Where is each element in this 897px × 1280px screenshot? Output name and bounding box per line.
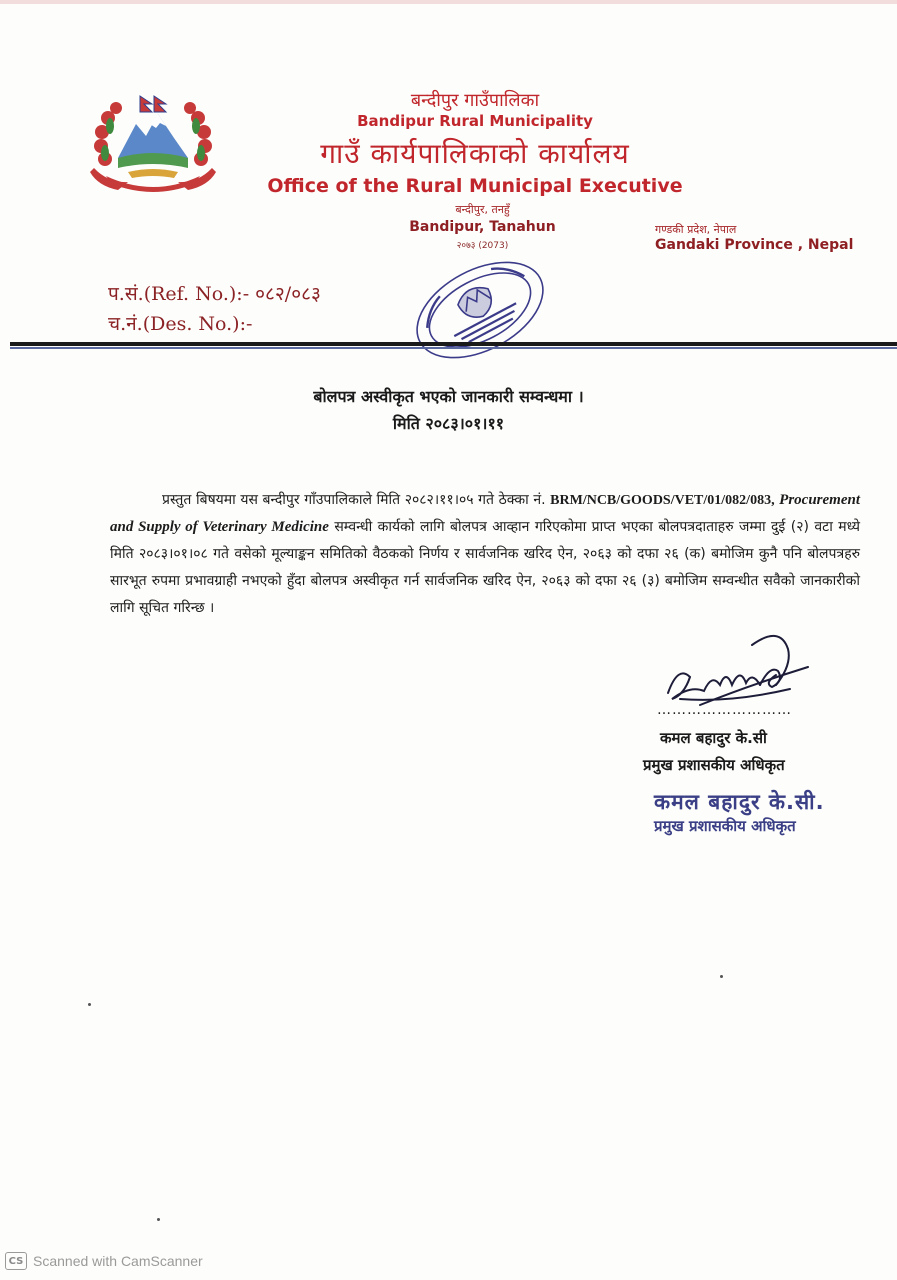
municipality-name-english: Bandipur Rural Municipality [357,112,593,130]
body-intro: प्रस्तुत बिषयमा यस बन्दीपुर गाँउपालिकाले मिति २०८२।११।०५ गते ठेक्का नं. [162,492,546,508]
address-nepali: बन्दीपुर, तनहुँ [455,203,510,216]
scan-speck [157,1218,160,1221]
nepal-emblem-icon [88,88,218,198]
province-english: Gandaki Province , Nepal [655,237,854,253]
camscanner-watermark [5,1252,203,1270]
name-stamp: कमल बहादुर के.सी. [654,790,825,814]
address-english: Bandipur, Tanahun [409,219,556,235]
signatory-name: कमल बहादुर के.सी [660,729,767,747]
office-name-english: Office of the Rural Municipal Executive [267,175,683,197]
municipality-name-nepali: बन्दीपुर गाउँपालिका [410,90,540,111]
province-nepali: गण्डकी प्रदेश, नेपाल [655,223,737,236]
dispatch-number: च.नं.(Des. No.):- [108,313,253,335]
body-rest: सम्वन्धी कार्यको लागि बोलपत्र आव्हान गरिएकोमा प्राप्त भएका बोलपत्रदाताहरु जम्मा दुई (२) वटा मध्ये मिति २०८३।०१।०८ गते वसेको मूल्याङ्कन समितिको वैठकको निर्णय र सार्वजनिक खरिद ऐन, २०६३ को दफा २६ (क) बमोजिम कुनै पनि बोलपत्रहरु सारभूत रुपमा प्रभावग्राही नभएको हुँदा बोलपत्र अस्वीकृत गर्न सार्वजनिक खरिद ऐन, २०६३ को दफा २६ (३) बमोजिम सम्वन्धीत सवैको जानकारीको लागि सूचित गरिन्छ । [110,519,861,616]
signature-line: ……………………… [657,702,792,718]
reference-number: प.सं.(Ref. No.):- ०८२/०८३ [108,283,321,305]
title-stamp: प्रमुख प्रशासकीय अधिकृत [654,817,796,835]
scan-speck [88,1003,91,1006]
letter-date: मिति २०८३।०१।११ [392,414,505,433]
scan-speck [720,975,723,978]
header-rule [10,342,897,346]
letter-subject: बोलपत्र अस्वीकृत भएको जानकारी सम्वन्धमा । [313,387,584,406]
top-edge-tint [0,0,897,4]
procurement-title: Procurement and Supply of Veterinary Medicine [110,492,861,535]
tender-number: BRM/NCB/GOODS/VET/01/082/083, [550,493,775,508]
camscanner-text: Scanned with CamScanner [33,1253,203,1269]
body-paragraph [110,487,860,622]
office-name-nepali: गाउँ कार्यपालिकाको कार्यालय [320,137,630,170]
established-year: २०७३ (2073) [456,241,509,251]
camscanner-logo-icon: CS [5,1252,27,1270]
signatory-title: प्रमुख प्रशासकीय अधिकृत [643,756,785,774]
header-rule-accent [10,347,897,349]
letter-body [110,487,860,622]
